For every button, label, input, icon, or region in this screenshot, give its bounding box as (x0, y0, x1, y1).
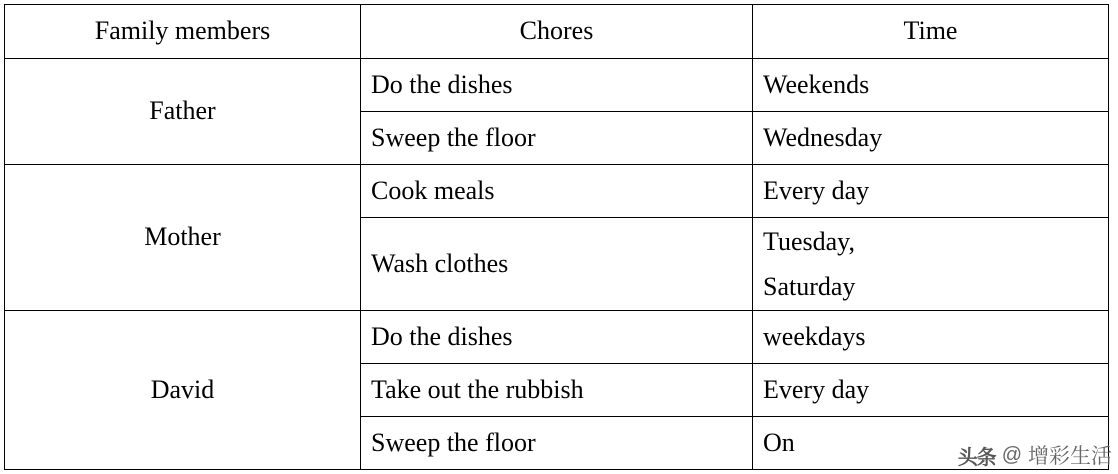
time-cell: weekdays (753, 311, 1109, 364)
watermark-author-name: 增彩生活 (1028, 445, 1112, 468)
chore-cell: Sweep the floor (361, 417, 753, 470)
at-symbol-icon: @ (1001, 443, 1022, 466)
toutiao-logo-icon: 头条 (957, 446, 996, 469)
chore-cell: Sweep the floor (361, 112, 753, 165)
member-cell-mother: Mother (5, 165, 361, 311)
time-cell: Every day (753, 364, 1109, 417)
column-header-time: Time (753, 5, 1109, 59)
chore-cell: Take out the rubbish (361, 364, 753, 417)
time-cell: On (753, 417, 1109, 470)
family-chores-table (4, 4, 1109, 470)
time-cell: Weekends (753, 59, 1109, 112)
time-line: Tuesday, (763, 227, 855, 256)
column-header-family-members: Family members (5, 5, 361, 59)
table-row (5, 59, 1109, 112)
column-header-chores: Chores (361, 5, 753, 59)
table-row (5, 165, 1109, 218)
member-cell-david: David (5, 311, 361, 470)
time-cell: Every day (753, 165, 1109, 218)
member-cell-father: Father (5, 59, 361, 165)
table-row (5, 311, 1109, 364)
time-cell: Wednesday (753, 112, 1109, 165)
table-header-row (5, 5, 1109, 59)
chore-cell: Do the dishes (361, 311, 753, 364)
chore-cell: Cook meals (361, 165, 753, 218)
chore-cell: Wash clothes (361, 218, 753, 311)
time-line: Saturday (763, 272, 856, 301)
chore-cell: Do the dishes (361, 59, 753, 112)
time-cell (753, 218, 1109, 311)
